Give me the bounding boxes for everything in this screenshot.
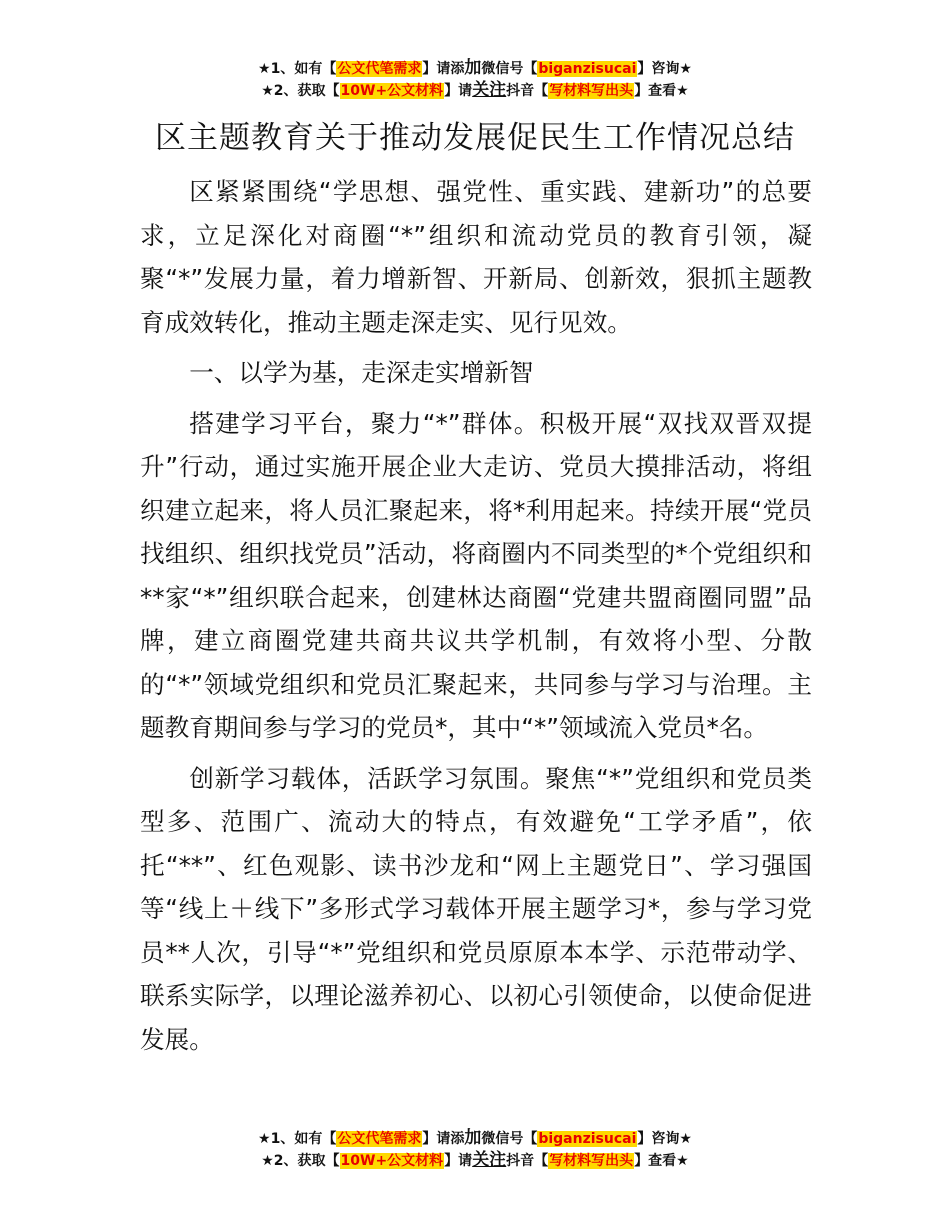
banner-highlight: 公文代笔需求 bbox=[337, 1131, 422, 1147]
banner-line-2 bbox=[0, 80, 950, 102]
banner-text: 】请 bbox=[444, 1153, 473, 1169]
banner-highlight: 公文代笔需求 bbox=[337, 61, 422, 77]
banner-highlight: 10W+公文材料 bbox=[340, 1153, 444, 1169]
section-heading: 一、以学为基，走深走实增新智 bbox=[189, 358, 534, 387]
banner-emphasis: 加 bbox=[464, 58, 482, 78]
banner-text: 抖音【 bbox=[506, 1153, 549, 1169]
banner-text: 】查看★ bbox=[634, 83, 689, 99]
document-body bbox=[140, 170, 812, 1061]
banner-text: 】咨询★ bbox=[637, 61, 692, 77]
paragraph: 搭建学习平台，聚力“*”群体。积极开展“双找双晋双提升”行动，通过实施开展企业大走访、党员大摸排活动，将组织建立起来，将人员汇聚起来，将*利用起来。持续开展“党员找组织、组织找党员”活动，将商圈内不同类型的*个党组织和**家“*”组织联合起来，创建林达商圈“党建共盟商圈同盟”品牌，建立商圈党建共商共议共学机制，有效将小型、分散的“*”领域党组织和党员汇聚起来，共同参与学习与治理。主题教育期间参与学习的党员*，其中“*”领域流入党员*名。 bbox=[140, 408, 812, 742]
banner-line-2 bbox=[0, 1150, 950, 1172]
paragraph: 创新学习载体，活跃学习氛围。聚焦“*”党组织和党员类型多、范围广、流动大的特点，有效避免“工学矛盾”，依托“**”、红色观影、读书沙龙和“网上主题党日”、学习强国等“线上＋线下”多形式学习载体开展主题学习*，参与学习党员**人次，引导“*”党组织和党员原原本本学、示范带动学、联系实际学，以理论滋养初心、以初心引领使命，以使命促进发展。 bbox=[140, 763, 812, 1054]
banner-text: ★2、获取【 bbox=[261, 1153, 340, 1169]
banner-text: 】咨询★ bbox=[637, 1131, 692, 1147]
banner-highlight: 10W+公文材料 bbox=[340, 83, 444, 99]
banner-emphasis: 加 bbox=[464, 1128, 482, 1148]
banner-text: 抖音【 bbox=[506, 83, 549, 99]
paragraph-intro: 区紧紧围绕“学思想、强党性、重实践、建新功”的总要求，立足深化对商圈“*”组织和流动党员的教育引领，凝聚“*”发展力量，着力增新智、开新局、创新效，狠抓主题教育成效转化，推动主题走深走实、见行见效。 bbox=[140, 177, 812, 337]
banner-highlight: biganzisucai bbox=[538, 61, 637, 77]
banner-highlight: 写材料写出头 bbox=[549, 1153, 634, 1169]
banner-emphasis: 关注 bbox=[472, 1150, 507, 1170]
banner-emphasis: 关注 bbox=[472, 80, 507, 100]
footer-banner bbox=[0, 1128, 950, 1172]
banner-line-1 bbox=[0, 58, 950, 80]
banner-text: 微信号【 bbox=[481, 61, 538, 77]
banner-text: ★1、如有【 bbox=[258, 1131, 337, 1147]
banner-text: 】查看★ bbox=[634, 1153, 689, 1169]
banner-text: ★1、如有【 bbox=[258, 61, 337, 77]
banner-line-1 bbox=[0, 1128, 950, 1150]
document-title: 区主题教育关于推动发展促民生工作情况总结 bbox=[155, 120, 795, 156]
banner-text: 】请 bbox=[444, 83, 473, 99]
banner-highlight: biganzisucai bbox=[538, 1131, 637, 1147]
banner-highlight: 写材料写出头 bbox=[549, 83, 634, 99]
banner-text: 微信号【 bbox=[481, 1131, 538, 1147]
banner-text: 】请添 bbox=[422, 1131, 465, 1147]
header-banner bbox=[0, 58, 950, 102]
banner-text: 】请添 bbox=[422, 61, 465, 77]
banner-text: ★2、获取【 bbox=[261, 83, 340, 99]
